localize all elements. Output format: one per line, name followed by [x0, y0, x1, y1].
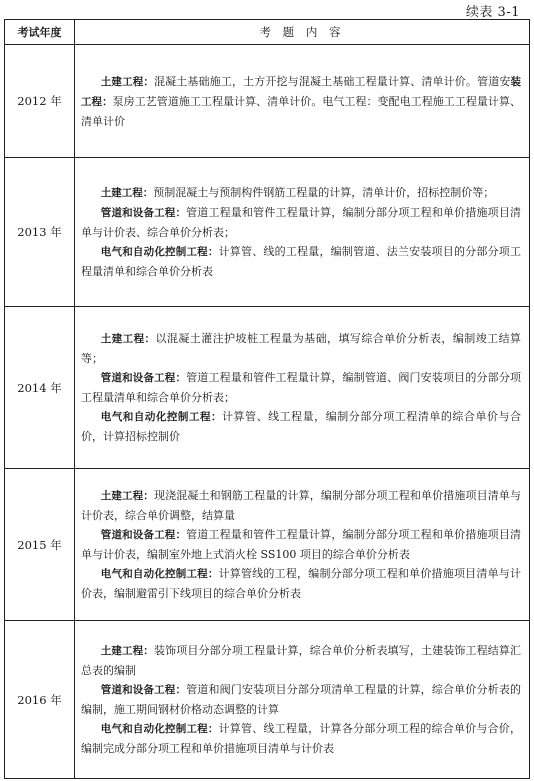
table-header-row: [5, 20, 530, 45]
header-year: 考试年度: [5, 20, 75, 45]
table-row: [5, 45, 530, 158]
row-year: 2014 年: [5, 307, 75, 469]
topic-label: 土建工程：: [100, 645, 154, 657]
topic-text: 管道和阀门安装项目分部分项清单工程量的计算，综合单价分析表的编制，施工期间钢材价格动态调整的计算: [81, 683, 522, 716]
content-paragraph: [81, 242, 521, 281]
table-row: [5, 469, 530, 621]
content-paragraph: [81, 641, 521, 680]
header-content: 考 题 内 容: [75, 20, 530, 45]
topic-text: 管道工程量和管件工程量计算，编制分部分项工程和单价措施项目清单与计价表、综合单价分析表；: [81, 206, 522, 239]
topic-text: 计算管线的工程，编制分部分项工程和单价措施项目清单与计价表，编制避雷引下线项目的综合单价分析表: [81, 567, 522, 600]
content-paragraph: [81, 719, 521, 758]
topic-label: 土建工程：: [100, 75, 154, 88]
topic-label: 土建工程：: [100, 187, 154, 199]
content-paragraph: [81, 329, 521, 368]
row-year: 2016 年: [5, 621, 75, 779]
table-row: [5, 158, 530, 307]
row-content: [75, 158, 530, 307]
content-paragraph: [81, 564, 521, 603]
topic-label: 土建工程：: [100, 490, 154, 502]
content-paragraph: [81, 72, 521, 131]
content-paragraph: [81, 525, 521, 564]
row-year: 2015 年: [5, 469, 75, 621]
topic-text: 计算管、线工程量，计算各分部分项工程的综合单价与合价，编制完成分部分项工程和单价措施项目清单与计价表: [81, 722, 522, 755]
row-year: 2013 年: [5, 158, 75, 307]
row-content: [75, 621, 530, 779]
topic-text: 泵房工艺管道施工工程量计算、清单计价。电气工程：变配电工程施工工程量计算、清单计价: [81, 94, 522, 128]
content-paragraph: [81, 183, 521, 203]
content-paragraph: [81, 486, 521, 525]
topic-label: 电气和自动化控制工程：: [100, 411, 223, 423]
topic-label: 电气和自动化控制工程：: [100, 723, 219, 735]
topic-text: 装饰项目分部分项工程量计算，综合单价分析表填写，土建装饰工程结算汇总表的编制: [81, 644, 522, 677]
row-year: 2012 年: [5, 45, 75, 158]
table-row: [5, 621, 530, 779]
topic-text: 以混凝土灌注护坡桩工程量为基础，填写综合单价分析表，编制竣工结算等；: [81, 332, 522, 365]
content-paragraph: [81, 407, 521, 446]
table-caption: 续表 3-1: [465, 5, 520, 20]
topic-label: 管道和设备工程：: [100, 529, 187, 541]
topic-text: 计算管、线的工程量，编制管道、法兰安装项目的分部分项工程量清单和综合单价分析表: [81, 245, 522, 278]
topic-label: 土建工程：: [100, 333, 156, 345]
topic-text: 管道工程量和管件工程量计算，编制管道、阀门安装项目的分部分项工程量清单和综合单价分析表；: [81, 371, 522, 404]
exam-topics-table: [4, 19, 530, 779]
topic-label: 电气和自动化控制工程：: [100, 246, 219, 258]
row-content: [75, 307, 530, 469]
topic-text: 预制混凝土与预制构件钢筋工程量的计算，清单计价，招标控制价等；: [153, 186, 495, 199]
content-paragraph: [81, 203, 521, 242]
topic-label: 管道和设备工程：: [100, 207, 187, 219]
topic-label: 电气和自动化控制工程：: [100, 568, 219, 580]
topic-text: 管道工程量和管件工程量计算，编制分部分项工程和单价措施项目清单与计价表，编制室外地上式消火栓 SS100 项目的综合单价分析表: [81, 528, 522, 561]
row-content: [75, 45, 530, 158]
topic-label: 管道和设备工程：: [100, 684, 187, 696]
content-paragraph: [81, 680, 521, 719]
topic-text: 混凝土基础施工，土方开挖与混凝土基础工程量计算、清单计价。管道安: [154, 74, 511, 88]
topic-text: 计算管、线工程量，编制分部分项工程清单的综合单价与合价，计算招标控制价: [81, 410, 522, 443]
topic-text: 现浇混凝土和钢筋工程量的计算，编制分部分项工程和单价措施项目清单与计价表，综合单价调整，结算量: [81, 489, 522, 522]
content-paragraph: [81, 368, 521, 407]
table-row: [5, 307, 530, 469]
row-content: [75, 469, 530, 621]
topic-label: 管道和设备工程：: [100, 372, 187, 384]
topic-label: 装工程：: [81, 75, 521, 108]
